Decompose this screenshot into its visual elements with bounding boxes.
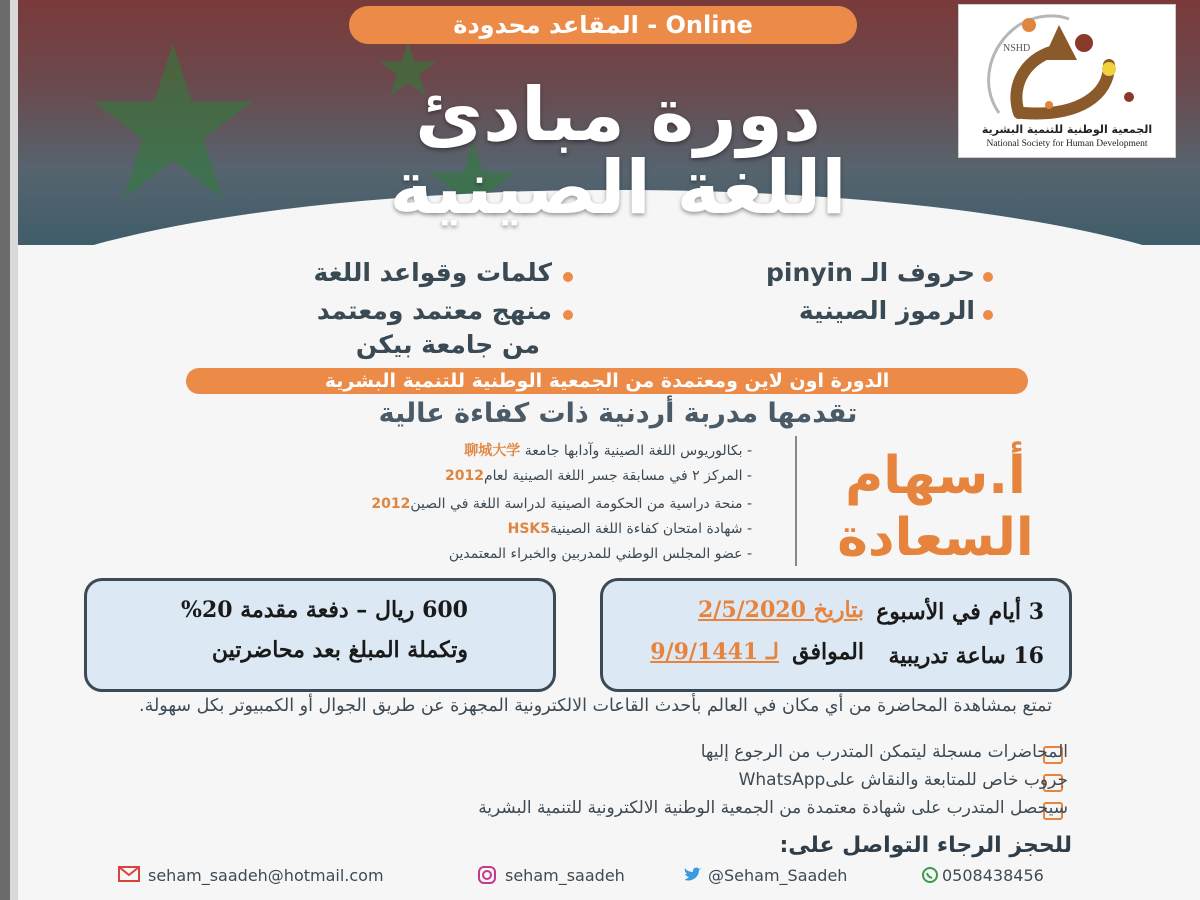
contact-twitter: @Seham_Saadeh: [708, 866, 848, 885]
price-deposit: – دفعة مقدمة 20%: [181, 597, 375, 623]
credential-highlight: HSK5: [507, 521, 551, 537]
online-seats-badge: Online - المقاعد محدودة: [349, 6, 857, 44]
price-box: [84, 578, 556, 692]
contact-phone: 0508438456: [942, 866, 1044, 885]
booking-label: للحجز الرجاء التواصل على:: [779, 833, 1072, 858]
credential-highlight: 2012: [371, 496, 411, 512]
whatsapp-icon: [921, 866, 939, 884]
accreditation-badge: الدورة اون لاين ومعتمدة من الجمعية الوطنية للتنمية البشرية: [186, 368, 1028, 394]
logo-arabic-name: الجمعية الوطنية للتنمية البشرية: [981, 123, 1153, 136]
trainer-name-line2: السعادة: [837, 508, 1034, 568]
course-title-line2: اللغة الصينية: [389, 145, 847, 231]
contact-instagram: seham_saadeh: [505, 866, 625, 885]
credential-text: - شهادة امتحان كفاءة اللغة الصينية: [550, 521, 752, 537]
credential-text: - المركز ٢ في مسابقة جسر اللغة الصينية لعام: [483, 468, 752, 484]
price-rest: وتكملة المبلغ بعد محاضرتين: [211, 637, 468, 663]
logo-abbr: NSHD: [1003, 43, 1031, 54]
price-line1: [181, 597, 468, 623]
nshd-logo: [958, 4, 1176, 158]
feature-whatsapp-group: جروب خاص للمتابعة والنقاش علىWhatsApp: [738, 770, 1068, 790]
topic-pinyin: حروف الـ pinyin: [766, 258, 975, 287]
topic-bullet: [563, 272, 573, 282]
feature-certificate: سيحصل المتدرب على شهادة معتمدة من الجمعية الوطنية الالكترونية للتنمية البشرية: [478, 798, 1068, 818]
presenter-intro: تقدمها مدربة أردنية ذات كفاءة عالية: [378, 398, 858, 429]
flyer: [18, 0, 1200, 900]
topic-bullet: [983, 272, 993, 282]
topic-curriculum: منهج معتمد ومعتمد: [316, 296, 552, 325]
credential-text: - بكالوريوس اللغة الصينية وآدابها جامعة: [520, 443, 752, 459]
course-title-line1: دورة مبادئ: [415, 72, 821, 158]
feature-recorded-lectures: المحاضرات مسجلة ليتمكن المتدرب من الرجوع إليها: [700, 742, 1068, 762]
schedule-hijri-prefix: الموافق: [792, 639, 864, 665]
credential-item: [371, 496, 752, 512]
schedule-box: [600, 578, 1072, 692]
logo-english-name: National Society for Human Development: [986, 139, 1148, 149]
topic-chinese-characters: الرموز الصينية: [798, 296, 975, 325]
topic-vocabulary-grammar: كلمات وقواعد اللغة: [313, 258, 552, 287]
trainer-name-line1: أ.سهام: [845, 446, 1026, 506]
credential-item: [508, 521, 752, 537]
online-description: تمتع بمشاهدة المحاضرة من أي مكان في العالم بأحدث القاعات الالكترونية المجهزة عن طريق الجوال أو الكمبيوتر بكل سهولة.: [139, 696, 1052, 716]
instagram-icon: [478, 866, 496, 884]
topic-curriculum-university: من جامعة بيكن: [355, 330, 540, 359]
topic-bullet: [563, 310, 573, 320]
screen-edge-light: [10, 0, 18, 900]
schedule-date: بتاريخ 2/5/2020: [698, 597, 864, 623]
credential-text: - عضو المجلس الوطني للمدربين والخبراء المعتمدين: [448, 546, 752, 562]
nshd-emblem-icon: [959, 5, 1175, 123]
flag-star-icon: [88, 40, 258, 210]
twitter-icon: [683, 866, 703, 884]
schedule-days: 3 أيام في الأسبوع: [876, 599, 1044, 625]
price-amount: 600 ريال: [374, 597, 468, 623]
credential-highlight: 2012: [445, 468, 484, 484]
screen-edge-dark: [0, 0, 10, 900]
credential-highlight: 聊城大学: [464, 443, 521, 459]
credential-item: [449, 546, 752, 562]
credential-item: [445, 468, 752, 484]
schedule-hours: 16 ساعة تدريبية: [888, 643, 1044, 669]
contact-email: seham_saadeh@hotmail.com: [148, 866, 384, 885]
credential-item: [464, 440, 752, 460]
credential-text: - منحة دراسية من الحكومة الصينية لدراسة اللغة في الصين: [410, 496, 752, 512]
email-icon: [118, 866, 140, 882]
schedule-hijri-date: لـ 9/9/1441: [650, 639, 779, 665]
topic-bullet: [983, 310, 993, 320]
